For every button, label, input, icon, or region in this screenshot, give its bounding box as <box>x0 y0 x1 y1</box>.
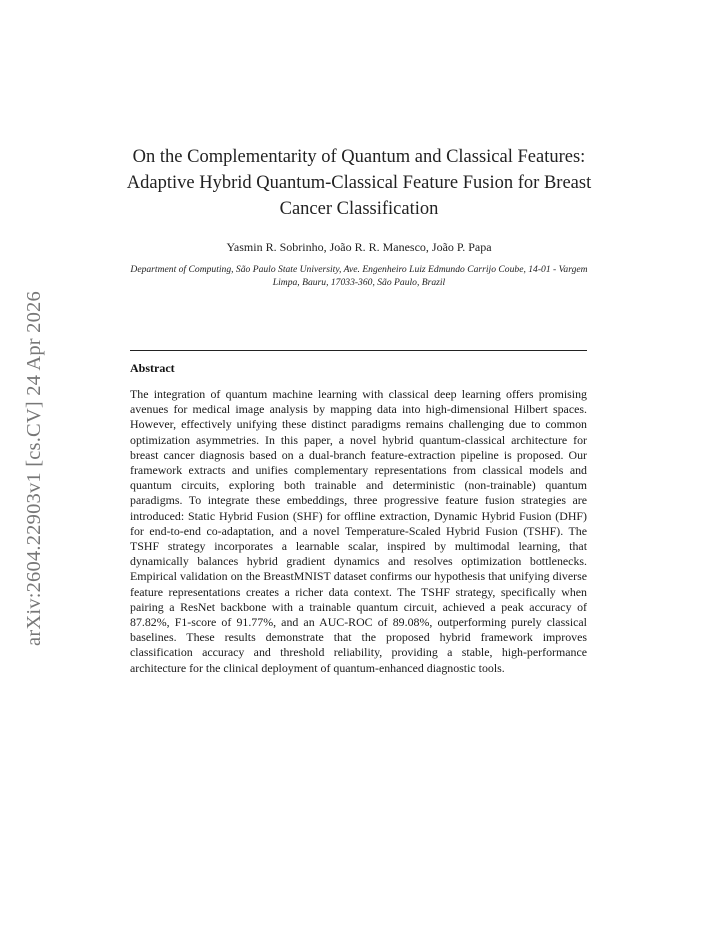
arxiv-identifier-text: arXiv:2604.22903v1 [cs.CV] 24 Apr 2026 <box>22 290 45 646</box>
abstract-divider <box>130 350 587 351</box>
paper-authors: Yasmin R. Sobrinho, João R. R. Manesco, João P. Papa <box>226 240 492 254</box>
paper-title: On the Complementarity of Quantum and Classical Features: Adaptive Hybrid Quantum-Classical Feature Fusion for Breast Cancer Classification <box>126 147 592 219</box>
abstract-heading: Abstract <box>130 361 175 375</box>
author-affiliation: Department of Computing, São Paulo State University, Ave. Engenheiro Luiz Edmundo Carrijo Coube, 14-01 - Vargem Limpa, Bauru, 17033-360, São Paulo, Brazil <box>130 264 588 288</box>
arxiv-identifier-stamp <box>22 258 46 678</box>
abstract-body: The integration of quantum machine learning with classical deep learning offers promising avenues for medical image analysis by mapping data into high-dimensional Hilbert spaces. However, effectively unifying these distinct paradigms remains challenging due to common optimization asymmetries. In this paper, a novel hybrid quantum-classical architecture for breast cancer diagnosis based on a dual-branch feature-extraction pipeline is proposed. Our framework extracts and unifies complementary representations from classical models and quantum circuits, exploring both trainable and deterministic (non-trainable) quantum paradigms. To integrate these embeddings, three progressive feature fusion strategies are introduced: Static Hybrid Fusion (SHF) for offline extraction, Dynamic Hybrid Fusion (DHF) for end-to-end co-adaptation, and a novel Temperature-Scaled Hybrid Fusion (TSHF). The TSHF strategy incorporates a learnable scalar, inspired by multimodal learning, that dynamically balances hybrid gradient dynamics and resolves optimization bottlenecks. Empirical validation on the BreastMNIST dataset confirms our hypothesis that unifying diverse feature representations creates a richer data context. The TSHF strategy, specifically when pairing a ResNet backbone with a trainable quantum circuit, achieved a peak accuracy of 87.82%, F1-score of 91.77%, and an AUC-ROC of 89.08%, outperforming purely classical baselines. These results demonstrate that the proposed hybrid framework improves classification accuracy and threshold reliability, providing a stable, high-performance architecture for the clinical deployment of quantum-enhanced diagnostic tools. <box>130 387 587 675</box>
